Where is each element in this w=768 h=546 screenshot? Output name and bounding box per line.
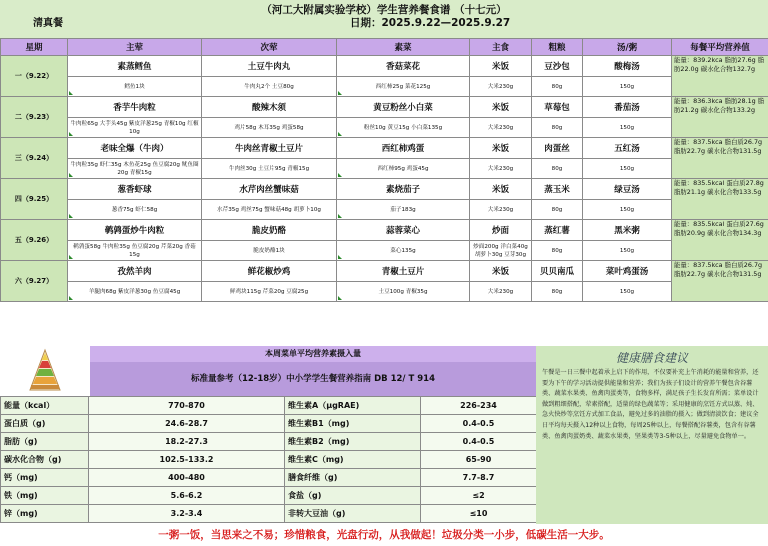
sub-dish-name: 脆皮奶酪 (202, 220, 337, 241)
nutrient-range: 7.7-8.7 (421, 469, 537, 487)
vegetable-dish-name: 香菇菜花 (337, 56, 470, 77)
header (0, 0, 768, 38)
col-weekday: 星期 (1, 39, 68, 56)
staple-food-name: 米饭 (470, 179, 532, 200)
sub-dish-ingredients: 鲜鸡块115g 芹菜20g 豆腐25g (202, 282, 337, 302)
nutrient-range: 102.5-133.2 (89, 451, 285, 469)
nutrient-row (1, 505, 537, 523)
sub-dish-name: 牛肉丝青椒土豆片 (202, 138, 337, 159)
staple-food-name: 米饭 (470, 138, 532, 159)
soup-name: 绿豆汤 (583, 179, 672, 200)
weekday-cell: 五（9.26） (1, 220, 68, 261)
menu-title: （河工大附属实验学校）学生营养餐食谱 （十七元） (261, 4, 507, 16)
halal-label: 清真餐 (33, 18, 63, 29)
coarse-grain-ingredients: 80g (532, 241, 583, 261)
sub-dish-name: 鲜花椒炒鸡 (202, 261, 337, 282)
vegetable-dish-name: 蒜蓉菜心 (337, 220, 470, 241)
nutrition-value-cell: 能量：837.5kca 脂白质26.7g 脂肪22.7g 碳水化合物131.5g (672, 138, 768, 179)
nutrient-name: 维生素C（mg) (285, 451, 421, 469)
soup-name: 菜叶鸡蛋汤 (583, 261, 672, 282)
menu-row-dish (1, 138, 768, 159)
nutrient-range: 770-870 (89, 397, 285, 415)
weekday-cell: 一（9.22） (1, 56, 68, 97)
staple-food-name: 炒面 (470, 220, 532, 241)
nutrient-row (1, 433, 537, 451)
vegetable-dish-name: 西红柿鸡蛋 (337, 138, 470, 159)
staple-food-ingredients: 炒面200g 洋白菜40g 胡萝卜30g 豆芽30g (470, 241, 532, 261)
weekday-cell: 二（9.23） (1, 97, 68, 138)
staple-food-ingredients: 大米230g (470, 282, 532, 302)
coarse-grain-ingredients: 80g (532, 200, 583, 220)
staple-food-name: 米饭 (470, 56, 532, 77)
coarse-grain-name: 肉蛋丝 (532, 138, 583, 159)
menu-row-ingredients (1, 200, 768, 220)
advice-text: 午餐是一日三餐中起着承上启下的作用，不仅要补充上午消耗的能量和营养，还要为下午的学习活动提供能量和营养；我们为孩子们设计的营养午餐包含谷薯类、蔬菜水果类、鱼禽肉蛋类等，食物多样，满足孩子生长发育所需；菜单设计做到粗细搭配，荤素搭配，适量的绿色蔬菜等；采用健康的烹饪方式以蒸、炖、急火快炒等烹饪方式加工食品，避免过多的油脂的摄入；做到清淡饮食；建议全日平均每天摄入12种以上食物，每周25种以上，每餐搭配谷薯类，包含有谷薯类、鱼禽肉蛋奶类、蔬菜水果类，坚果类等3-5种以上，尽量避免食物单一。 (542, 369, 759, 440)
weekly-menu-table (0, 38, 768, 302)
nutrient-name: 食盐（g) (285, 487, 421, 505)
nutrient-range: 0.4-0.5 (421, 415, 537, 433)
main-dish-ingredients: 葱香75g 虾仁58g (68, 200, 202, 220)
vegetable-dish-name: 黄豆粉丝小白菜 (337, 97, 470, 118)
menu-row-dish (1, 220, 768, 241)
menu-row-dish (1, 179, 768, 200)
nutrient-name: 钙（mg) (1, 469, 89, 487)
nutrient-name: 维生素B1（mg) (285, 415, 421, 433)
coarse-grain-ingredients: 80g (532, 159, 583, 179)
staple-food-name: 米饭 (470, 97, 532, 118)
col-vegetable: 素菜 (337, 39, 470, 56)
nutrient-name: 非转大豆油（g) (285, 505, 421, 523)
soup-ingredients: 150g (583, 77, 672, 97)
soup-ingredients: 150g (583, 159, 672, 179)
column-header-row (1, 39, 768, 56)
soup-ingredients: 150g (583, 241, 672, 261)
advice-title: 健康膳食建议 (615, 351, 688, 365)
nutrition-value-cell: 能量：837.5kca 脂白质26.7g 脂肪22.7g 碳水化合物131.5g (672, 261, 768, 302)
nutrient-name: 膳食纤维（g) (285, 469, 421, 487)
sub-dish-ingredients: 牛肉丸2个 土豆80g (202, 77, 337, 97)
weekday-cell: 三（9.24） (1, 138, 68, 179)
coarse-grain-name: 草莓包 (532, 97, 583, 118)
sub-dish-name: 土豆牛肉丸 (202, 56, 337, 77)
weekday-cell: 四（9.25） (1, 179, 68, 220)
nutrition-value-cell: 能量：839.2kca 脂肪27.6g 脂肪22.0g 碳水化合物132.7g (672, 56, 768, 97)
main-dish-ingredients: 羊腿肉68g 紫皮洋葱30g 鱼豆腐45g (68, 282, 202, 302)
nutrient-row (1, 415, 537, 433)
menu-row-dish (1, 97, 768, 118)
col-main-meat: 主荤 (68, 39, 202, 56)
soup-name: 酸梅汤 (583, 56, 672, 77)
nutrient-range: 3.2-3.4 (89, 505, 285, 523)
nutrient-row (1, 469, 537, 487)
menu-row-ingredients (1, 77, 768, 97)
main-dish-name: 孜然羊肉 (68, 261, 202, 282)
nutrient-name: 蛋白质（g) (1, 415, 89, 433)
menu-row-ingredients (1, 241, 768, 261)
vegetable-dish-ingredients: 茄子183g (337, 200, 470, 220)
nutrition-value-cell: 能量：836.3kca 脂肪28.1g 脂肪21.2g 碳水化合物133.2g (672, 97, 768, 138)
main-dish-name: 老味全爆（牛肉） (68, 138, 202, 159)
staple-food-ingredients: 大米230g (470, 159, 532, 179)
soup-name: 黑米粥 (583, 220, 672, 241)
sub-dish-ingredients: 鸡片58g 木耳35g 鸡蛋58g (202, 118, 337, 138)
menu-dates: 日期：2025.9.22—2025.9.27 (350, 17, 511, 29)
nutrient-name: 维生素B2（mg) (285, 433, 421, 451)
footer-slogan: 一粥一饭，当思来之不易；珍惜粮食，光盘行动，从我做起！垃圾分类一小步，低碳生活一大步。 (0, 524, 768, 546)
main-dish-ingredients: 牛肉粒35g 虾仁35g 木鱼花25g 鱼豆腐20g 鱿鱼圈20g 青椒15g (68, 159, 202, 179)
main-dish-ingredients: 牛肉粒65g 大芋头45g 紫皮洋葱25g 青椒10g 红椒10g (68, 118, 202, 138)
weekday-cell: 六（9.27） (1, 261, 68, 302)
nutrient-row (1, 451, 537, 469)
col-soup: 汤/粥 (583, 39, 672, 56)
nutrient-range: 5.6-6.2 (89, 487, 285, 505)
coarse-grain-ingredients: 80g (532, 282, 583, 302)
vegetable-dish-ingredients: 土豆100g 青椒35g (337, 282, 470, 302)
coarse-grain-ingredients: 80g (532, 77, 583, 97)
main-dish-ingredients: 鳕鱼1块 (68, 77, 202, 97)
coarse-grain-name: 蒸玉米 (532, 179, 583, 200)
sub-dish-ingredients: 脆皮奶酪1块 (202, 241, 337, 261)
staple-food-ingredients: 大米230g (470, 200, 532, 220)
col-coarse-grain: 粗粮 (532, 39, 583, 56)
vegetable-dish-ingredients: 西红柿25g 菜花125g (337, 77, 470, 97)
col-sub-meat: 次荤 (202, 39, 337, 56)
vegetable-dish-ingredients: 菜心135g (337, 241, 470, 261)
main-dish-name: 香芋牛肉粒 (68, 97, 202, 118)
diet-advice-panel (536, 346, 768, 524)
nutrient-range: ≤2 (421, 487, 537, 505)
soup-ingredients: 150g (583, 118, 672, 138)
nutrition-value-cell: 能量：835.5kcal 蛋白质27.6g 脂肪20.9g 碳水化合物134.3g (672, 220, 768, 261)
vegetable-dish-name: 青椒土豆片 (337, 261, 470, 282)
menu-row-ingredients (1, 282, 768, 302)
nutrient-name: 碳水化合物（g) (1, 451, 89, 469)
soup-ingredients: 150g (583, 282, 672, 302)
nutrient-name: 锌（mg) (1, 505, 89, 523)
sub-dish-ingredients: 水芹35g 鸡丝75g 蟹味菇48g 胡萝卜10g (202, 200, 337, 220)
nutrient-name: 能量（kcal） (1, 397, 89, 415)
coarse-grain-name: 贝贝南瓜 (532, 261, 583, 282)
nutrient-range: ≤10 (421, 505, 537, 523)
sub-dish-name: 水芹肉丝蟹味菇 (202, 179, 337, 200)
summary-title: 本周菜单平均营养素摄入量 (90, 346, 536, 362)
menu-row-dish (1, 261, 768, 282)
nutrient-range: 400-480 (89, 469, 285, 487)
nutrient-intake-table (0, 396, 537, 523)
staple-food-name: 米饭 (470, 261, 532, 282)
main-dish-ingredients: 鹌鹑蛋58g 牛肉粒35g 鱼豆腐20g 芹菜20g 香菇15g (68, 241, 202, 261)
main-dish-name: 素蒸鳕鱼 (68, 56, 202, 77)
nutrient-range: 24.6-28.7 (89, 415, 285, 433)
nutrition-section (0, 346, 768, 524)
soup-name: 五红汤 (583, 138, 672, 159)
staple-food-ingredients: 大米230g (470, 77, 532, 97)
vegetable-dish-ingredients: 西红柿95g 鸡蛋45g (337, 159, 470, 179)
soup-ingredients: 150g (583, 200, 672, 220)
vegetable-dish-name: 素烧茄子 (337, 179, 470, 200)
coarse-grain-name: 豆沙包 (532, 56, 583, 77)
col-nutrition: 每餐平均营养值 (672, 39, 768, 56)
soup-name: 番茄汤 (583, 97, 672, 118)
food-pyramid-icon (0, 346, 91, 396)
vegetable-dish-ingredients: 粉丝10g 黄豆15g 小白菜135g (337, 118, 470, 138)
col-staple: 主食 (470, 39, 532, 56)
nutrient-name: 维生素A（μgRAE) (285, 397, 421, 415)
main-dish-name: 鹌鹑蛋炒牛肉粒 (68, 220, 202, 241)
menu-row-ingredients (1, 159, 768, 179)
main-dish-name: 葱香虾球 (68, 179, 202, 200)
menu-row-dish (1, 56, 768, 77)
nutrition-value-cell: 能量：835.5kcal 蛋白质27.8g 脂肪21.1g 碳水化合物133.5g (672, 179, 768, 220)
nutrient-range: 18.2-27.3 (89, 433, 285, 451)
sub-dish-ingredients: 牛肉丝30g 土豆片95g 青椒15g (202, 159, 337, 179)
menu-row-ingredients (1, 118, 768, 138)
nutrient-range: 0.4-0.5 (421, 433, 537, 451)
coarse-grain-name: 蒸红薯 (532, 220, 583, 241)
nutrient-name: 脂肪（g) (1, 433, 89, 451)
nutrient-range: 226-234 (421, 397, 537, 415)
nutrient-row (1, 397, 537, 415)
nutrient-row (1, 487, 537, 505)
nutrient-name: 铁（mg) (1, 487, 89, 505)
coarse-grain-ingredients: 80g (532, 118, 583, 138)
staple-food-ingredients: 大米230g (470, 118, 532, 138)
sub-dish-name: 酸辣木须 (202, 97, 337, 118)
nutrient-range: 65-90 (421, 451, 537, 469)
nutrition-standard: 标准量参考（12-18岁）中小学学生餐营养指南 DB 12/ T 914 (90, 362, 536, 396)
